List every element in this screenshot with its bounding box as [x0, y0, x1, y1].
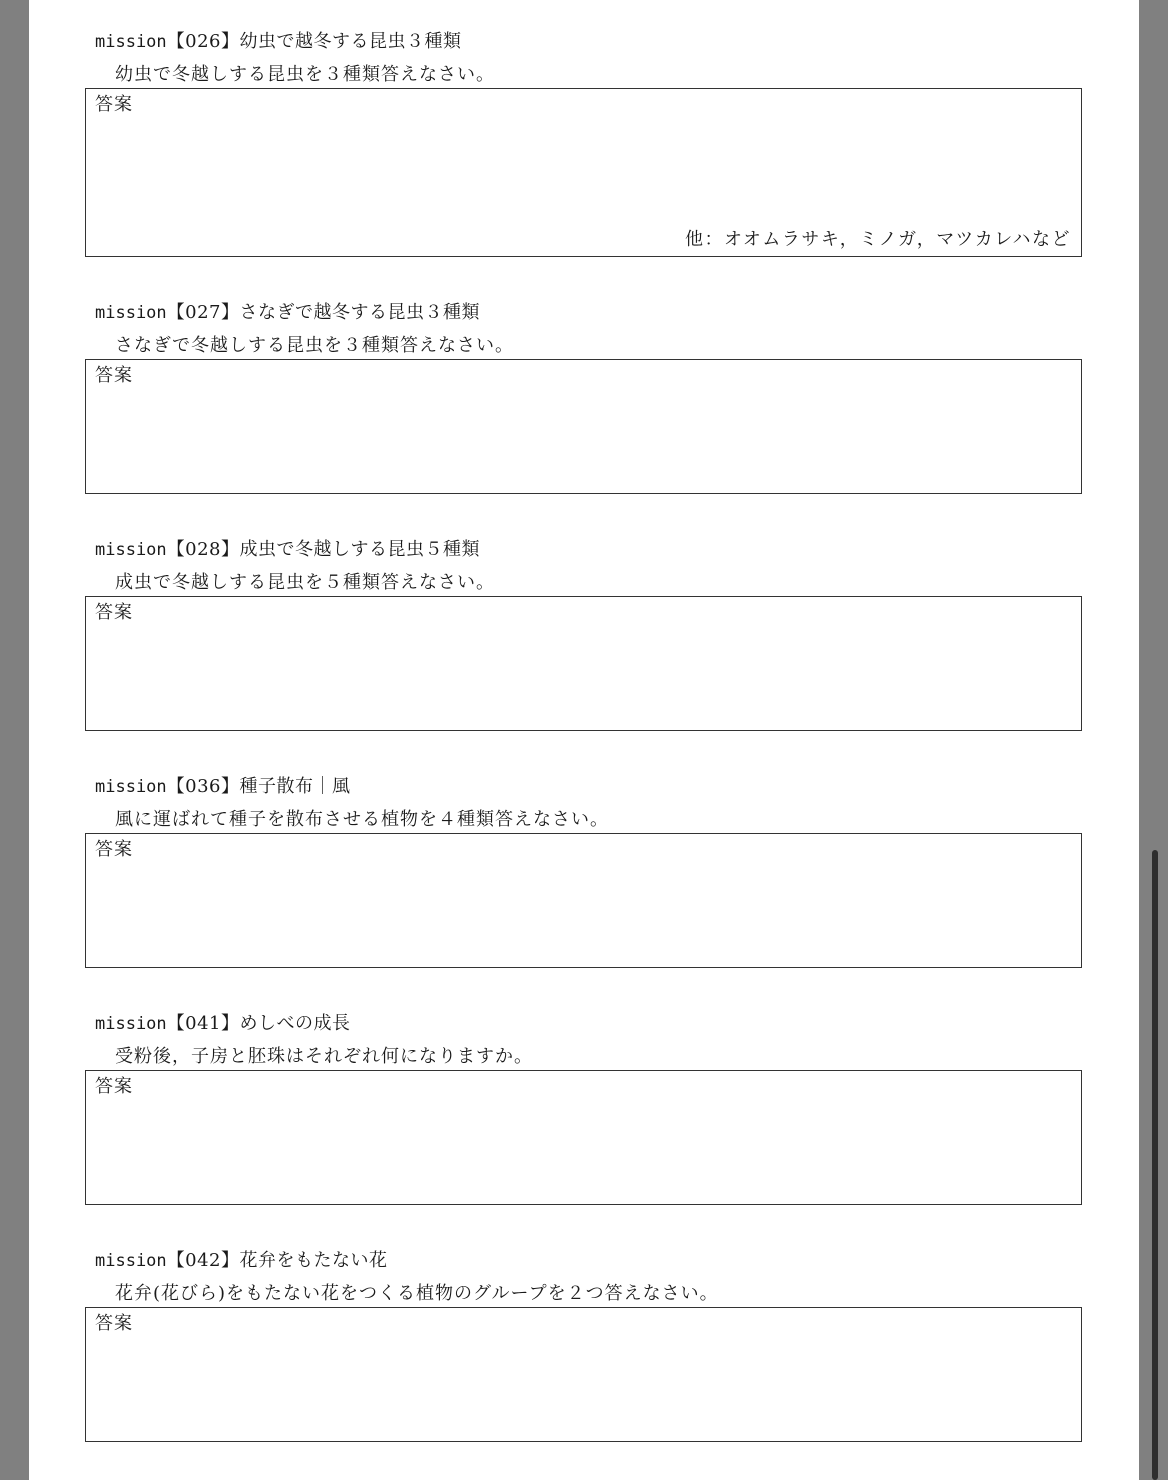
answer-box[interactable]	[85, 1070, 1082, 1205]
mission-prefix: mission	[95, 1251, 167, 1271]
mission-prefix: mission	[95, 303, 167, 323]
mission-title	[95, 775, 351, 799]
answer-box[interactable]	[85, 833, 1082, 968]
answer-label: 答案	[95, 1076, 133, 1097]
mission-title	[95, 1012, 351, 1036]
mission-question: さなぎで冬越しする昆虫を３種類答えなさい。	[115, 335, 514, 356]
mission-code: 【027】	[166, 302, 240, 323]
vertical-scrollbar[interactable]	[1146, 0, 1168, 1480]
mission-question: 成虫で冬越しする昆虫を５種類答えなさい。	[115, 572, 495, 593]
answer-box[interactable]	[85, 88, 1082, 257]
mission-code: 【028】	[166, 539, 240, 560]
mission-prefix: mission	[95, 32, 167, 52]
mission-code: 【042】	[166, 1250, 240, 1271]
mission-code: 【041】	[166, 1013, 240, 1034]
mission-title-text: 成虫で冬越しする昆虫５種類	[239, 539, 481, 560]
mission-title	[95, 30, 462, 54]
mission-title	[95, 301, 480, 325]
mission-title	[95, 538, 480, 562]
mission-title-text: 花弁をもたない花	[239, 1250, 388, 1271]
mission-code: 【036】	[166, 776, 240, 797]
mission-question: 受粉後，子房と胚珠はそれぞれ何になりますか。	[115, 1046, 533, 1067]
scrollbar-thumb[interactable]	[1152, 850, 1158, 1480]
answer-note: 他：オオムラサキ，ミノガ，マツカレハなど	[684, 229, 1071, 250]
mission-title-text: 種子散布｜風	[239, 776, 351, 797]
mission-title-text: 幼虫で越冬する昆虫３種類	[239, 31, 462, 52]
mission-question: 花弁(花びら)をもたない花をつくる植物のグループを２つ答えなさい。	[115, 1283, 719, 1304]
answer-label: 答案	[95, 1313, 133, 1334]
answer-label: 答案	[95, 94, 133, 115]
mission-question: 幼虫で冬越しする昆虫を３種類答えなさい。	[115, 64, 495, 85]
mission-prefix: mission	[95, 777, 167, 797]
mission-prefix: mission	[95, 540, 167, 560]
answer-box[interactable]	[85, 1307, 1082, 1442]
answer-box[interactable]	[85, 359, 1082, 494]
mission-title	[95, 1249, 388, 1273]
mission-title-text: さなぎで越冬する昆虫３種類	[239, 302, 481, 323]
answer-label: 答案	[95, 602, 133, 623]
document-page	[29, 0, 1139, 1480]
answer-label: 答案	[95, 839, 133, 860]
mission-title-text: めしべの成長	[239, 1013, 351, 1034]
answer-label: 答案	[95, 365, 133, 386]
answer-box[interactable]	[85, 596, 1082, 731]
mission-question: 風に運ばれて種子を散布させる植物を４種類答えなさい。	[115, 809, 609, 830]
mission-prefix: mission	[95, 1014, 167, 1034]
mission-code: 【026】	[166, 31, 240, 52]
